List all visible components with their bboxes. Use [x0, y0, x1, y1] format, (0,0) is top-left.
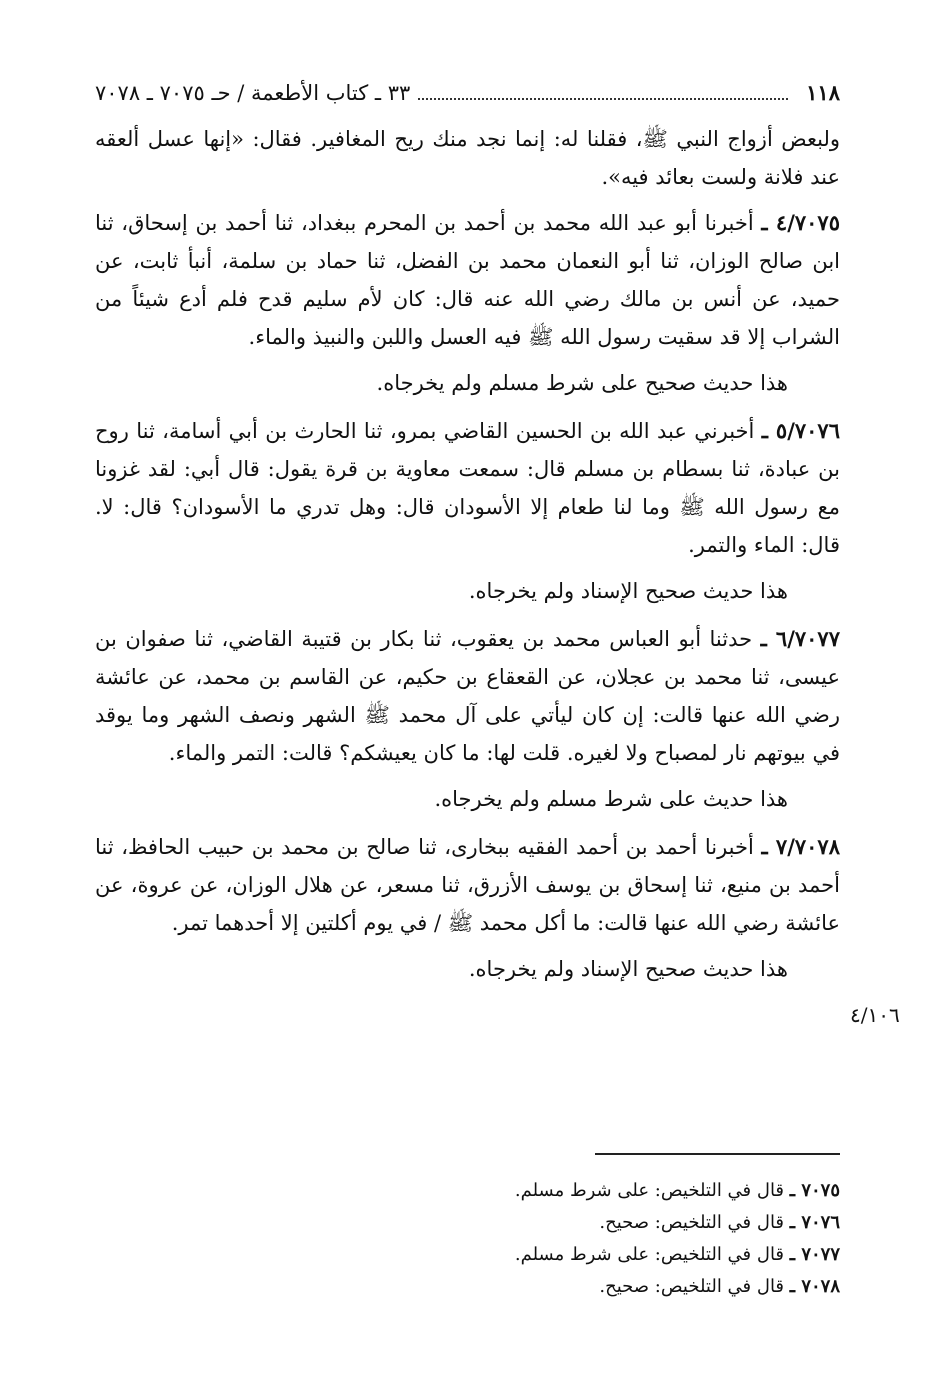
footnote-number: ٧٠٧٦ ـ	[789, 1212, 840, 1233]
footnote-number: ٧٠٧٥ ـ	[789, 1180, 840, 1201]
hadith-verdict: هذا حديث على شرط مسلم ولم يخرجاه.	[434, 787, 788, 811]
hadith-text: أخبرنا أحمد بن أحمد الفقيه ببخارى، ثنا صالح بن محمد بن حبيب الحافظ، ثنا أحمد بن منيع، ثنا إسحاق بن يوسف الأزرق، ثنا مسعر، عن هلال الوزان، عن عروة، عن عائشة رضي الله عنها قالت: ما أكل محمد ﷺ / في يوم أكلتين إلا أحدهما تمر.	[95, 835, 840, 935]
hadith-number: ٤/٧٠٧٥ ـ	[761, 210, 840, 235]
hadith-verdict: هذا حديث صحيح الإسناد ولم يخرجاه.	[468, 579, 788, 603]
footnote	[515, 1207, 840, 1239]
footnote-divider	[595, 1153, 840, 1155]
footnote-text: قال في التلخيص: صحيح.	[599, 1276, 785, 1297]
footnote-text: قال في التلخيص: على شرط مسلم.	[514, 1244, 785, 1265]
page-header	[95, 80, 840, 120]
footnote-text: قال في التلخيص: صحيح.	[599, 1212, 785, 1233]
hadith-text: أخبرنا أبو عبد الله محمد بن أحمد بن المحرم ببغداد، ثنا أحمد بن إسحاق، ثنا ابن صالح الوزان، ثنا أبو النعمان محمد بن الفضل، ثنا حماد بن سلمة، أنبأ ثابت، عن حميد، عن أنس بن مالك رضي الله عنه قال: كان لأم سليم قدح فلم أدع شيئاً من الشراب إلا قد سقيت رسول الله ﷺ فيه العسل واللبن والنبيذ والماء.	[95, 211, 840, 349]
book-page	[95, 80, 840, 998]
paragraph	[95, 120, 840, 196]
hadith-verdict: هذا حديث صحيح الإسناد ولم يخرجاه.	[468, 957, 788, 981]
footnote	[515, 1175, 840, 1207]
main-text	[95, 120, 840, 988]
hadith-paragraph	[95, 620, 840, 772]
hadith-text: أخبرني عبد الله بن الحسين القاضي بمرو، ثنا الحارث بن أبي أسامة، ثنا روح بن عبادة، ثنا بسطام بن مسلم قال: سمعت معاوية بن قرة يقول: قال أبي: لقد غزونا مع رسول الله ﷺ وما لنا طعام إلا الأسودان قال: وهل تدري ما الأسودان؟ قال: لا. قال: الماء والتمر.	[95, 419, 840, 557]
footnote-text: قال في التلخيص: على شرط مسلم.	[514, 1180, 785, 1201]
hadith-paragraph	[95, 204, 840, 356]
page-number: ١١٨	[806, 80, 840, 105]
hadith-paragraph	[95, 412, 840, 564]
marginal-page-reference: ٤/١٠٦	[850, 1003, 900, 1027]
hadith-number: ٧/٧٠٧٨ ـ	[761, 834, 840, 859]
hadith-verdict: هذا حديث صحيح على شرط مسلم ولم يخرجاه.	[376, 371, 788, 395]
paragraph-text: ولبعض أزواج النبي ﷺ، فقلنا له: إنما نجد منك ريح المغافير. فقال: «إنها عسل ألعقه عند فلانة ولست بعائد فيه».	[95, 127, 840, 189]
hadith-paragraph	[95, 828, 840, 942]
footnotes	[515, 1175, 840, 1303]
footnote	[515, 1271, 840, 1303]
footnote-number: ٧٠٧٧ ـ	[789, 1244, 840, 1265]
hadith-text: حدثنا أبو العباس محمد بن يعقوب، ثنا بكار بن قتيبة القاضي، ثنا صفوان بن عيسى، ثنا محمد بن عجلان، عن القعقاع بن حكيم، عن القاسم بن محمد، عن عائشة رضي الله عنها قالت: إن كان ليأتي على آل محمد ﷺ الشهر ونصف الشهر وما يوقد في بيوتهم نار لمصباح ولا لغيره. قلت لها: ما كان يعيشكم؟ قالت: التمر والماء.	[95, 627, 840, 765]
footnote-number: ٧٠٧٨ ـ	[789, 1276, 840, 1297]
footnote	[515, 1239, 840, 1271]
hadith-number: ٥/٧٠٧٦ ـ	[761, 418, 840, 443]
running-title: ٣٣ ـ كتاب الأطعمة / حـ ٧٠٧٥ ـ ٧٠٧٨	[95, 81, 411, 105]
hadith-number: ٦/٧٠٧٧ ـ	[760, 626, 840, 651]
header-dotted-leader	[418, 88, 788, 100]
